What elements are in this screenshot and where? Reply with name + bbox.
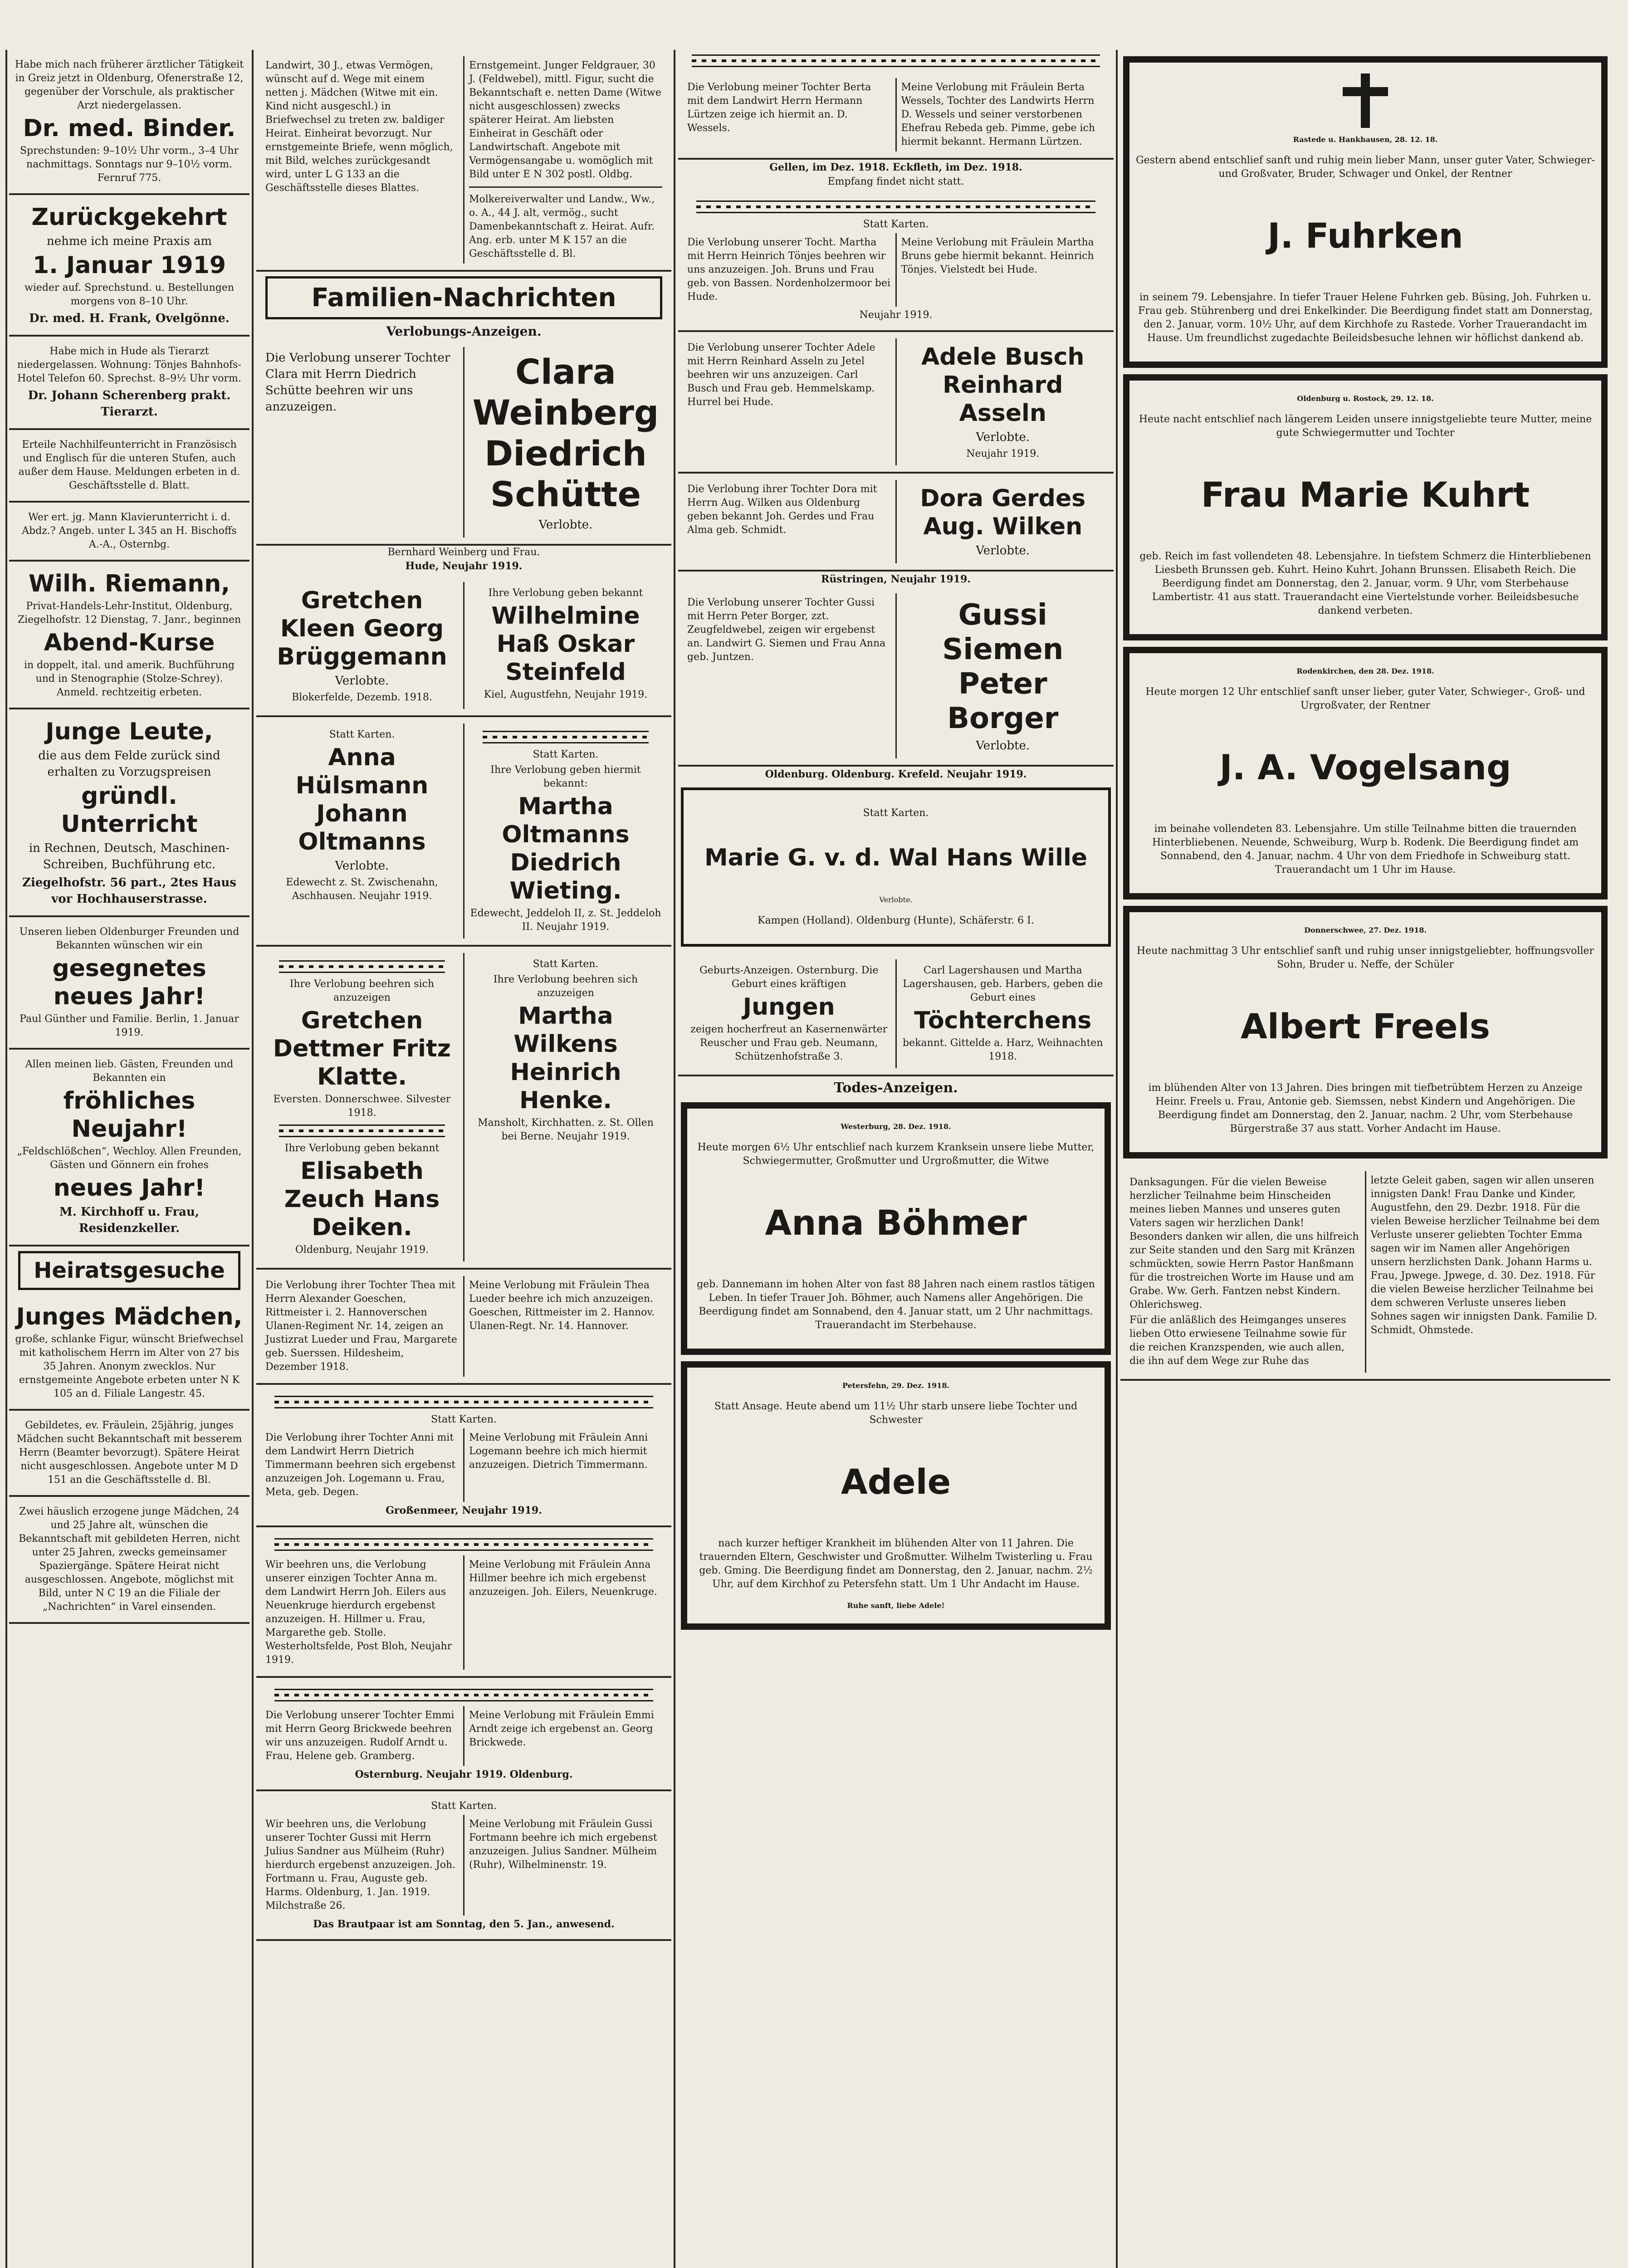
ad-text: Meine Verlobung mit Fräulein Martha Bruns gebe hiermit bekannt. Heinrich Tönjes. Vielstedt bei Hude. bbox=[895, 233, 1110, 307]
ad-names: Dora Gerdes Aug. Wilken bbox=[920, 485, 1086, 540]
announcement-siemen bbox=[678, 587, 1114, 767]
announcement-hillmer bbox=[256, 1527, 671, 1678]
obituary-text: Heute nacht entschlief nach längerem Leiden unsere innigstgeliebte teure Mutter, meine gute Schwiegermutter und Tochter bbox=[1139, 414, 1592, 439]
ad-text: Statt Karten. bbox=[533, 958, 599, 970]
announcement-dettmer bbox=[261, 953, 463, 1261]
ad-text: Ihre Verlobung geben bekannt bbox=[284, 1143, 440, 1154]
ornament-divider bbox=[274, 1538, 653, 1551]
ad-names-block bbox=[895, 338, 1110, 465]
ad-place: Rüstringen, Neujahr 1919. bbox=[821, 573, 971, 585]
announcement-fortmann bbox=[256, 1791, 671, 1941]
ad-text: Die Verlobung meiner Tochter Berta mit dem Landwirt Herrn Hermann Lürtzen zeige ich hiermit an. D. Wessels. bbox=[687, 82, 871, 134]
ornament-divider bbox=[274, 1396, 653, 1408]
announcement-wessels bbox=[678, 72, 1114, 160]
ornament-divider bbox=[279, 1124, 445, 1137]
ad-text: Wir beehren uns, die Verlobung unserer einzigen Tochter Anna m. dem Landwirt Herrn Joh. Eilers aus Neuenkruge hierdurch ergebenst anzuzeigen. H. Hillmer u. Frau, Margarethe geb. Stolle. Westerholtsfelde, Post Bloh, Neujahr 1919. bbox=[265, 1559, 452, 1666]
ad-split bbox=[683, 233, 1109, 307]
ad-split bbox=[261, 1815, 667, 1916]
ad-headline: Abend-Kurse bbox=[44, 629, 215, 656]
ad-headline: fröhliches Neujahr! bbox=[63, 1087, 196, 1143]
column-2 bbox=[256, 50, 671, 2268]
ad-names: Wilhelmine Haß Oskar Steinfeld bbox=[491, 602, 640, 686]
thanks-left bbox=[1125, 1171, 1365, 1373]
ornament-divider bbox=[279, 960, 445, 973]
ad-text: nehme ich meine Praxis am bbox=[47, 235, 212, 248]
birth-lagershausen bbox=[895, 959, 1110, 1068]
announcement-wilkens bbox=[463, 953, 667, 1261]
column-4 bbox=[1120, 50, 1610, 2268]
announcement-oltmanns bbox=[463, 723, 667, 938]
obituary-text: im beinahe vollendeten 83. Lebensjahre. Um stille Teilnahme bitten die trauernden Hinterbliebenen. Neuende, Schweiburg, Wurp b. Rodenk. Die Beerdigung findet am Sonnabend, den 4. Januar, nachm. 4 Uhr von dem Friedhofe in Schweiburg statt. Trauerandacht um 1 Uhr im Hause. bbox=[1152, 823, 1579, 875]
ad-text: Die Verlobung unserer Tochter Gussi mit Herrn Peter Borger, zzt. Zeugfeldwebel, zeigen wir ergebenst an. Landwirt G. Siemen und Frau Anna geb. Juntzen. bbox=[687, 597, 886, 663]
ad-text: Carl Lagershausen und Martha Lagershausen, geb. Harbers, geben die Geburt eines bbox=[903, 965, 1103, 1003]
section-heading-familien-nachrichten: Familien-Nachrichten bbox=[265, 276, 662, 319]
ad-text: Meine Verlobung mit Fräulein Anni Logemann beehre ich mich hiermit anzuzeigen. Dietrich Timmermann. bbox=[463, 1428, 667, 1502]
ad-text: Ihre Verlobung geben hiermit bekannt: bbox=[490, 764, 641, 789]
obituary-text: in seinem 79. Lebensjahre. In tiefer Trauer Helene Fuhrken geb. Büsing, Joh. Fuhrken u. Frau geb. Stührenberg und drei Enkelkinder. Die Beerdigung findet statt am Donnerstag, den 2. Januar, vorm. 10½ Uhr, auf dem Kirchhofe zu Rastede. Vorher Trauerandacht im Hause. Um freundlichst zugedachte Beileidsbesuche lehnen wir höflichst dankend ab. bbox=[1138, 292, 1593, 344]
ad-feldgrauer bbox=[463, 56, 667, 264]
ad-place: Gellen, im Dez. 1918. Eckfleth, im Dez. 1918. bbox=[769, 161, 1022, 173]
obituary-place: Oldenburg u. Rostock, 29. 12. 18. bbox=[1297, 394, 1434, 403]
ad-names-block bbox=[463, 347, 667, 538]
ad-place: Hude, Neujahr 1919. bbox=[405, 560, 523, 572]
obituary-name: Frau Marie Kuhrt bbox=[1201, 474, 1530, 515]
thanks-text: Für die anläßlich des Heimganges unseres lieben Otto erwiesene Teilnahme sowie für die reichen Kranzspenden, wie auch allen, die ihn auf dem Wege zur Ruhe das bbox=[1129, 1315, 1346, 1367]
ad-text: Statt Karten. bbox=[329, 729, 395, 740]
ad-riemann bbox=[9, 562, 249, 709]
ad-place: Edewecht, Jeddeloh II, z. St. Jeddeloh II. Neujahr 1919. bbox=[470, 908, 661, 933]
announcement-gerdes bbox=[678, 474, 1114, 572]
ad-text: Die Verlobung unserer Tochter Adele mit Herrn Reinhard Asseln zu Jetel beehren wir uns anzuzeigen. Carl Busch und Frau geb. Hemmelskamp. Hurrel bei Hude. bbox=[687, 342, 875, 408]
ad-text: Die Verlobung unserer Tochter Emmi mit Herrn Georg Brickwede beehren wir uns anzuzeigen. Rudolf Arndt u. Frau, Helene geb. Gramberg. bbox=[265, 1710, 455, 1762]
announcement-arndt bbox=[256, 1678, 671, 1791]
obituary-place: Petersfehn, 29. Dez. 1918. bbox=[842, 1381, 950, 1390]
obituary-name: Adele bbox=[841, 1461, 951, 1502]
ad-headline: gesegnetes neues Jahr! bbox=[52, 955, 206, 1010]
ad-text: Die Verlobung ihrer Tochter Dora mit Herrn Aug. Wilken aus Oldenburg geben bekannt Joh. Gerdes und Frau Alma geb. Schmidt. bbox=[687, 484, 877, 536]
ad-headline: Junges Mädchen, bbox=[16, 1303, 243, 1330]
ad-place: Edewecht z. St. Zwischenahn, Aschhausen. Neujahr 1919. bbox=[286, 877, 438, 902]
ad-heirat-gebildet bbox=[9, 1411, 249, 1497]
ad-text: Statt Karten. bbox=[431, 1414, 497, 1425]
ad-nachhilfe bbox=[9, 430, 249, 503]
ad-names: Elisabeth Zeuch Hans Deiken. bbox=[284, 1158, 440, 1241]
ad-text: Statt Karten. bbox=[431, 1800, 497, 1812]
obituary-text: Heute nachmittag 3 Uhr entschlief sanft und ruhig unser innigstgeliebter, hoffnungsvoller Sohn, Bruder u. Neffe, der Schüler bbox=[1136, 945, 1594, 970]
ad-heirat-maedchen bbox=[9, 1295, 249, 1411]
announcement-row bbox=[256, 947, 671, 1270]
ad-headline: Töchterchens bbox=[914, 1007, 1092, 1034]
thanks-right: letzte Geleit gaben, sagen wir allen unseren innigsten Dank! Frau Danke und Kinder, Augustfehn, den 29. Dezbr. 1918. Für die vielen Beweise herzlicher Teilnahme bei dem Verluste unserer geliebten Tochter Emma sagen wir im Namen aller Angehörigen unsern herzlichsten Dank. Johann Harms u. Frau, Jpwege. Jpwege, d. 30. Dez. 1918. Für die vielen Beweise herzlicher Teilnahme bei dem schweren Verluste unseres lieben Sohnes sagen wir innigsten Dank. Familie D. Schmidt, Ohmstede. bbox=[1365, 1171, 1606, 1373]
ad-names: Gretchen Kleen Georg Brüggemann bbox=[277, 587, 447, 670]
ad-text: zeigen hocherfreut an Kasernenwärter Reuscher und Frau geb. Neumann, Schützenhofstraße 3. bbox=[690, 1024, 888, 1062]
obituary-text: nach kurzer heftiger Krankheit im blühenden Alter von 11 Jahren. Die trauernden Eltern, Geschwister und Großmutter. Wilhelm Twisterling u. Frau geb. Gming. Die Beerdigung findet am Donnerstag, den 2. Januar, nachm. 2½ Uhr, auf dem Kirchhof zu Petersfehn statt. Um 1 Uhr Andacht im Hause. bbox=[699, 1538, 1093, 1590]
obituary-name: Anna Böhmer bbox=[765, 1202, 1027, 1243]
heiratsgesuche-row bbox=[256, 50, 671, 272]
ad-text: Verlobte. bbox=[976, 739, 1030, 753]
obituary-freels bbox=[1123, 906, 1608, 1158]
ad-place: Kiel, Augustfehn, Neujahr 1919. bbox=[484, 689, 648, 700]
ad-text: Privat-Handels-Lehr-Institut, Oldenburg, Ziegelhofstr. 12 Dienstag, 7. Janr., beginnen bbox=[17, 601, 241, 626]
ad-neujahr-kirchhoff bbox=[9, 1050, 249, 1246]
ad-note: Empfang findet nicht statt. bbox=[827, 176, 964, 187]
ad-names: Martha Oltmanns Diedrich Wieting. bbox=[502, 793, 630, 904]
ad-text: große, schlanke Figur, wünscht Briefwechsel mit katholischem Herrn im Alter von 27 bis 35 Jahren. Anonym zwecklos. Nur ernstgemeinte Angebote erbeten unter N K 105 an d. Filiale Langestr. 45. bbox=[15, 1334, 244, 1399]
column-3 bbox=[678, 50, 1114, 2268]
ad-text: Statt Karten. bbox=[533, 749, 599, 760]
ad-text: Die Verlobung unserer Tochter Clara mit Herrn Diedrich Schütte beehren wir uns anzuzeigen. bbox=[265, 351, 450, 414]
obituary-text: Heute morgen 6½ Uhr entschlief nach kurzem Kranksein unsere liebe Mutter, Schwiegermutter, Großmutter und Urgroßmutter, die Witwe bbox=[697, 1142, 1095, 1167]
ad-text: wieder auf. Sprechstund. u. Bestellungen morgens von 8–10 Uhr. bbox=[24, 282, 235, 307]
ornament-divider bbox=[274, 1689, 653, 1701]
ad-text: die aus dem Felde zurück sind erhalten zu Vorzugspreisen bbox=[38, 749, 220, 779]
ad-text: Habe mich nach früherer ärztlicher Tätigkeit in Greiz jetzt in Oldenburg, Ofenerstraße 12, gegenüber der Vorschule, als praktischer Arzt niedergelassen. bbox=[15, 59, 244, 111]
section-heading-heiratsgesuche: Heiratsgesuche bbox=[18, 1251, 240, 1290]
thanks-text: Danksagungen. Für die vielen Beweise herzlicher Teilnahme beim Hinscheiden meines lieben Mannes und unseres guten Vaters sagen wir herzlichen Dank! Besonders danken wir allen, die uns hilfreich zur Seite standen und den Sarg mit Kränzen schmückten, sowie Herrn Pastor Hanßmann für die trostreichen Worte im Hause und am Grabe. Ww. Gerh. Fantzen nebst Kindern. Ohlerichsweg. bbox=[1129, 1177, 1359, 1310]
ad-text: Meine Verlobung mit Fräulein Thea Lueder beehre ich mich anzuzeigen. Goeschen, Rittmeister im 2. Hannov. Ulanen-Regt. Nr. 14. Hannover. bbox=[463, 1276, 667, 1377]
ad-signature: Dr. med. H. Frank, Ovelgönne. bbox=[29, 312, 230, 325]
ad-names: Gretchen Dettmer Fritz Klatte. bbox=[273, 1007, 451, 1090]
ad-text: bekannt. Gittelde a. Harz, Weihnachten 1918. bbox=[902, 1037, 1103, 1062]
ad-split bbox=[261, 1555, 667, 1670]
ad-names: Anna Hülsmann Johann Oltmanns bbox=[295, 744, 429, 855]
announcement-row bbox=[256, 576, 671, 717]
obituary-place: Rastede u. Hankhausen, 28. 12. 18. bbox=[1293, 135, 1438, 144]
ad-text: Geburts-Anzeigen. Osternburg. Die Geburt eines kräftigen bbox=[699, 965, 879, 990]
column-rule bbox=[1116, 50, 1118, 2268]
ad-text: Ihre Verlobung beehren sich anzuzeigen bbox=[493, 974, 638, 999]
ad-text: Statt Karten. bbox=[863, 807, 929, 819]
ad-date: 1. Januar 1919 bbox=[32, 252, 226, 279]
announcement-wal bbox=[681, 787, 1111, 947]
ad-text: Unseren lieben Oldenburger Freunden und Bekannten wünschen wir ein bbox=[19, 926, 240, 951]
danksagungen bbox=[1120, 1165, 1610, 1381]
obituary-fuhrken bbox=[1123, 56, 1608, 368]
obituary-text: Statt Ansage. Heute abend um 11½ Uhr starb unsere liebe Tochter und Schwester bbox=[714, 1401, 1078, 1426]
ad-headline: Junge Leute, bbox=[45, 718, 213, 745]
subheading-todes-anzeigen: Todes-Anzeigen. bbox=[834, 1080, 958, 1096]
announcement-weinberg bbox=[256, 341, 671, 546]
ad-names: Marie G. v. d. Wal Hans Wille bbox=[704, 844, 1088, 871]
announcement-bruns bbox=[678, 190, 1114, 332]
birth-reuscher bbox=[683, 959, 895, 1068]
ad-text: Meine Verlobung mit Fräulein Anna Hillmer beehre ich mich ergebenst anzuzeigen. Joh. Eilers, Neuenkruge. bbox=[463, 1555, 667, 1670]
announcement-busch bbox=[678, 332, 1114, 474]
ad-text: Sprechstunden: 9–10½ Uhr vorm., 3–4 Uhr nachmittags. Sonntags nur 9–10½ vorm. Fernruf 775. bbox=[20, 145, 239, 184]
obituary-text: geb. Dannemann im hohen Alter von fast 88 Jahren nach einem rastlos tätigen Leben. In tiefer Trauer Joh. Böhmer, auch Namens aller Angehörigen. Die Beerdigung findet am Sonnabend, den 4. Januar statt, um 2 Uhr nachmittags. Trauerandacht im Sterbehause. bbox=[697, 1279, 1095, 1331]
ad-signature: Paul Günther und Familie. Berlin, 1. Januar 1919. bbox=[20, 1013, 239, 1038]
obituary-text: im blühenden Alter von 13 Jahren. Dies bringen mit tiefbetrübtem Herzen zu Anzeige Heinr. Freels u. Frau, Antonie geb. Siemssen, nebst Kindern und Angehörigen. Die Beerdigung findet am Donnerstag, den 2. Januar, nachm. 2 Uhr, vom Sterbehause Bürgerstraße 37 aus statt. Vorher Andacht im Hause. bbox=[1148, 1082, 1583, 1134]
ad-text: Gebildetes, ev. Fräulein, 25jährig, junges Mädchen sucht Bekanntschaft mit besserem Herrn (Beamter bevorzugt). Spätere Heirat nicht ausgeschlossen. Angebote unter M D 151 an die Geschäftsstelle d. Bl. bbox=[16, 1420, 242, 1486]
obituary-kuhrt bbox=[1123, 374, 1608, 640]
ad-klavier bbox=[9, 503, 249, 562]
ad-text: Verlobte. bbox=[335, 674, 389, 688]
announcement-lueder bbox=[256, 1270, 671, 1385]
ad-names-block bbox=[895, 480, 1110, 563]
ad-place: Blokerfelde, Dezemb. 1918. bbox=[292, 692, 432, 703]
ornament-divider bbox=[696, 200, 1095, 213]
ad-tierarzt bbox=[9, 337, 249, 430]
ad-text: Die Verlobung unserer Tocht. Martha mit Herrn Heinrich Tönjes beehren wir uns anzuzeigen. Joh. Bruns und Frau geb. von Bassen. Nordenholzermoor bei Hude. bbox=[687, 237, 890, 303]
ad-address: Ziegelhofstr. 56 part., 2tes Haus vor Hochhauserstrasse. bbox=[22, 876, 236, 906]
ad-note: Das Brautpaar ist am Sonntag, den 5. Jan., anwesend. bbox=[313, 1918, 615, 1930]
ad-names-block bbox=[895, 593, 1110, 758]
ad-text: „Feldschlößchen“, Wechloy. Allen Freunden, Gästen und Gönnern ein frohes bbox=[17, 1146, 242, 1171]
ad-place: Oldenburg. Oldenburg. Krefeld. Neujahr 1919. bbox=[765, 768, 1027, 780]
ad-text: Wer ert. jg. Mann Klavierunterricht i. d. Abdz.? Angeb. unter L 345 an H. Bischoffs A.-A., Osternbg. bbox=[22, 512, 237, 550]
ad-text: in doppelt, ital. und amerik. Buchführung und in Stenographie (Stolze-Schrey). Anmeld. rechtzeitig erbeten. bbox=[24, 660, 235, 698]
obituary-boehmer bbox=[681, 1102, 1111, 1355]
ad-text: Ihre Verlobung beehren sich anzuzeigen bbox=[289, 978, 435, 1003]
announcement-geburt bbox=[678, 953, 1114, 1076]
obituary-name: J. A. Vogelsang bbox=[1219, 747, 1511, 787]
obituary-text: Gestern abend entschlief sanft und ruhig mein lieber Mann, unser guter Vater, Schwieger- und Großvater, Bruder, Schwager und Onkel, der Rentner bbox=[1136, 155, 1595, 180]
ad-text: Allen meinen lieb. Gästen, Freunden und Bekannten ein bbox=[25, 1059, 234, 1084]
ad-place: Neujahr 1919. bbox=[966, 448, 1040, 459]
announcement-row bbox=[256, 717, 671, 947]
ornament-divider bbox=[483, 731, 649, 743]
ad-names: Gussi Siemen Peter Borger bbox=[942, 598, 1064, 735]
ad-signature: Dr. Johann Scherenberg prakt. Tierarzt. bbox=[28, 389, 231, 419]
ad-text: Meine Verlobung mit Fräulein Berta Wessels, Tochter des Landwirts Herrn D. Wessels und seiner verstorbenen Ehefrau Rebeda geb. Pimme, gebe ich hiermit bekannt. Hermann Lürtzen. bbox=[895, 78, 1110, 152]
ad-text: Verlobte. bbox=[976, 430, 1030, 444]
cross-icon bbox=[1338, 73, 1393, 128]
ad-text: Ihre Verlobung geben bekannt bbox=[488, 587, 643, 599]
ad-place: Kampen (Holland). Oldenburg (Hunte), Schäferstr. 6 I. bbox=[758, 915, 1034, 926]
ad-place: Großenmeer, Neujahr 1919. bbox=[386, 1505, 542, 1516]
obituary-closing: Ruhe sanft, liebe Adele! bbox=[847, 1601, 945, 1610]
obituary-adele bbox=[681, 1361, 1111, 1630]
ornament-divider bbox=[692, 54, 1100, 67]
column-1 bbox=[9, 50, 249, 2268]
ad-text: Die Verlobung ihrer Tochter Thea mit Herrn Alexander Goeschen, Rittmeister i. 2. Hannoverschen Ulanen-Regiment Nr. 14, zeigen an Justizrat Lueder und Frau, Margarete geb. Suerssen. Hildesheim, Dezember 1918. bbox=[265, 1280, 457, 1373]
ad-text: Erteile Nachhilfeunterricht in Französisch und Englisch für die unteren Stufen, auch außer dem Hause. Meldungen erbeten in d. Geschäftsstelle d. Blatt. bbox=[18, 439, 240, 491]
ad-text: Habe mich in Hude als Tierarzt niedergelassen. Wohnung: Tönjes Bahnhofs-Hotel Telefon 60. Sprechst. 8–9½ Uhr vorm. bbox=[17, 346, 241, 384]
ad-unterricht bbox=[9, 709, 249, 917]
subheading-verlobungs-anzeigen: Verlobungs-Anzeigen. bbox=[386, 324, 542, 339]
ad-headline: neues Jahr! bbox=[53, 1174, 205, 1202]
ad-landwirt: Landwirt, 30 J., etwas Vermögen, wünscht auf d. Wege mit einem netten j. Mädchen (Witwe mit ein. Kind nicht ausgeschl.) in Briefwechsel zu treten zw. baldiger Heirat. Einheirat bevorzugt. Nur ernstgemeinte Briefe, wenn möglich, mit Bild, welches zurückgesandt wird, unter L G 133 an die Geschäftsstelle dieses Blattes. bbox=[265, 60, 453, 194]
ad-signature: M. Kirchhoff u. Frau, Residenzkeller. bbox=[59, 1205, 199, 1235]
announcement-huelsmann bbox=[261, 723, 463, 938]
ad-names: Adele Busch Reinhard Asseln bbox=[921, 343, 1085, 427]
obituary-text: Heute morgen 12 Uhr entschlief sanft unser lieber, guter Vater, Schwieger-, Groß- und Urgroßvater, der Rentner bbox=[1145, 686, 1585, 711]
ad-headline: Zurückgekehrt bbox=[31, 204, 227, 231]
obituary-place: Westerburg, 28. Dez. 1918. bbox=[841, 1122, 951, 1131]
ad-place: Osternburg. Neujahr 1919. Oldenburg. bbox=[355, 1769, 573, 1780]
column-rule bbox=[252, 50, 254, 2268]
ad-text: Meine Verlobung mit Fräulein Emmi Arndt zeige ich ergebenst an. Georg Brickwede. bbox=[463, 1706, 667, 1766]
ad-text: Verlobte. bbox=[976, 544, 1030, 557]
ad-headline: gründl. Unterricht bbox=[61, 782, 198, 838]
ad-split bbox=[261, 1428, 667, 1502]
ad-text: Verlobte. bbox=[538, 518, 593, 532]
ad-place: Oldenburg, Neujahr 1919. bbox=[295, 1244, 429, 1256]
ad-text: Verlobte. bbox=[335, 859, 389, 873]
ad-text: Die Verlobung ihrer Tochter Anni mit dem Landwirt Herrn Dietrich Timmermann beehren sich ergebenst anzuzeigen Joh. Logemann u. Frau, Meta, geb. Degen. bbox=[265, 1432, 456, 1498]
ad-text: Verlobte. bbox=[879, 895, 913, 904]
ad-headline: Jungen bbox=[743, 993, 835, 1021]
ad-place: Mansholt, Kirchhatten. z. St. Ollen bei Berne. Neujahr 1919. bbox=[478, 1117, 654, 1142]
ad-signature: Bernhard Weinberg und Frau. bbox=[387, 547, 540, 558]
ad-heirat-zwei bbox=[9, 1497, 249, 1624]
ad-neujahr-guenther bbox=[9, 917, 249, 1050]
ad-dr-frank bbox=[9, 195, 249, 337]
announcement-kleen bbox=[261, 582, 463, 709]
obituary-vogelsang bbox=[1123, 647, 1608, 899]
obituary-text: geb. Reich im fast vollendeten 48. Lebensjahre. In tiefstem Schmerz die Hinterbliebenen Liesbeth Brunssen geb. Kuhrt. Heino Kuhrt. Johann Brunssen. Elisabeth Reich. Die Beerdigung findet am Donnerstag, den 2. Januar, vorm. 9 Uhr, vom Sterbehause Lambertistr. 41 aus statt. Trauerandacht eine Viertelstunde vorher. Beileidsbesuche dankend verbeten. bbox=[1139, 551, 1591, 616]
ad-names: Martha Wilkens Heinrich Henke. bbox=[510, 1002, 621, 1114]
obituary-place: Rodenkirchen, den 28. Dez. 1918. bbox=[1296, 667, 1434, 675]
ad-place: Neujahr 1919. bbox=[859, 309, 933, 321]
ad-text: Statt Karten. bbox=[863, 219, 929, 230]
obituary-name: J. Fuhrken bbox=[1267, 215, 1463, 256]
ad-headline: Wilh. Riemann, bbox=[28, 570, 230, 597]
ad-dr-binder bbox=[9, 50, 249, 195]
ad-place: Eversten. Donnerschwee. Silvester 1918. bbox=[273, 1094, 451, 1119]
column-rule bbox=[5, 50, 7, 2268]
ad-headline: Dr. med. Binder. bbox=[23, 115, 236, 142]
ad-text: Meine Verlobung mit Fräulein Gussi Fortmann beehre ich mich ergebenst anzuzeigen. Julius Sandner. Mülheim (Ruhr), Wilhelminenstr. 19. bbox=[463, 1815, 667, 1916]
obituary-place: Donnerschwee, 27. Dez. 1918. bbox=[1304, 926, 1427, 934]
ad-text: in Rechnen, Deutsch, Maschinen-Schreiben, Buchführung etc. bbox=[29, 841, 230, 871]
obituary-name: Albert Freels bbox=[1241, 1006, 1490, 1046]
ad-text: Wir beehren uns, die Verlobung unserer Tochter Gussi mit Herrn Julius Sandner aus Mülheim (Ruhr) hierdurch ergebenst anzuzeigen. Joh. Fortmann u. Frau, Auguste geb. Harms. Oldenburg, 1. Jan. 1919. Milchstraße 26. bbox=[265, 1818, 456, 1911]
announcement-logemann bbox=[256, 1385, 671, 1527]
ad-text: Ernstgemeint. Junger Feldgrauer, 30 J. (Feldwebel), mittl. Figur, sucht die Bekanntschaft e. netten Dame (Witwe nicht ausgeschlossen) zwecks späterer Heirat. Am liebsten Einheirat in Geschäft oder Landwirtschaft. Angebote mit Vermögensangabe u. womöglich mit Bild unter E N 302 postl. Oldbg. bbox=[469, 60, 661, 180]
ad-text: Zwei häuslich erzogene junge Mädchen, 24 und 25 Jahre alt, wünschen die Bekanntschaft mit gebildeten Herren, nicht unter 25 Jahren, zwecks gemeinsamer Spaziergänge. Spätere Heirat nicht ausgeschlossen. Angebote, möglichst mit Bild, unter N C 19 an die Filiale der „Nachrichten“ in Varel einsenden. bbox=[19, 1506, 240, 1613]
ad-names: Clara Weinberg Diedrich Schütte bbox=[472, 352, 659, 514]
announcement-hass bbox=[463, 582, 667, 709]
ad-text: Molkereiverwalter und Landw., Ww., o. A., 44 J. alt, vermög., sucht Damenbekanntschaft z. Heirat. Aufr. Ang. erb. unter M K 157 an die Geschäftsstelle d. Bl. bbox=[469, 194, 655, 259]
column-rule bbox=[674, 50, 675, 2268]
ad-split bbox=[261, 1706, 667, 1766]
